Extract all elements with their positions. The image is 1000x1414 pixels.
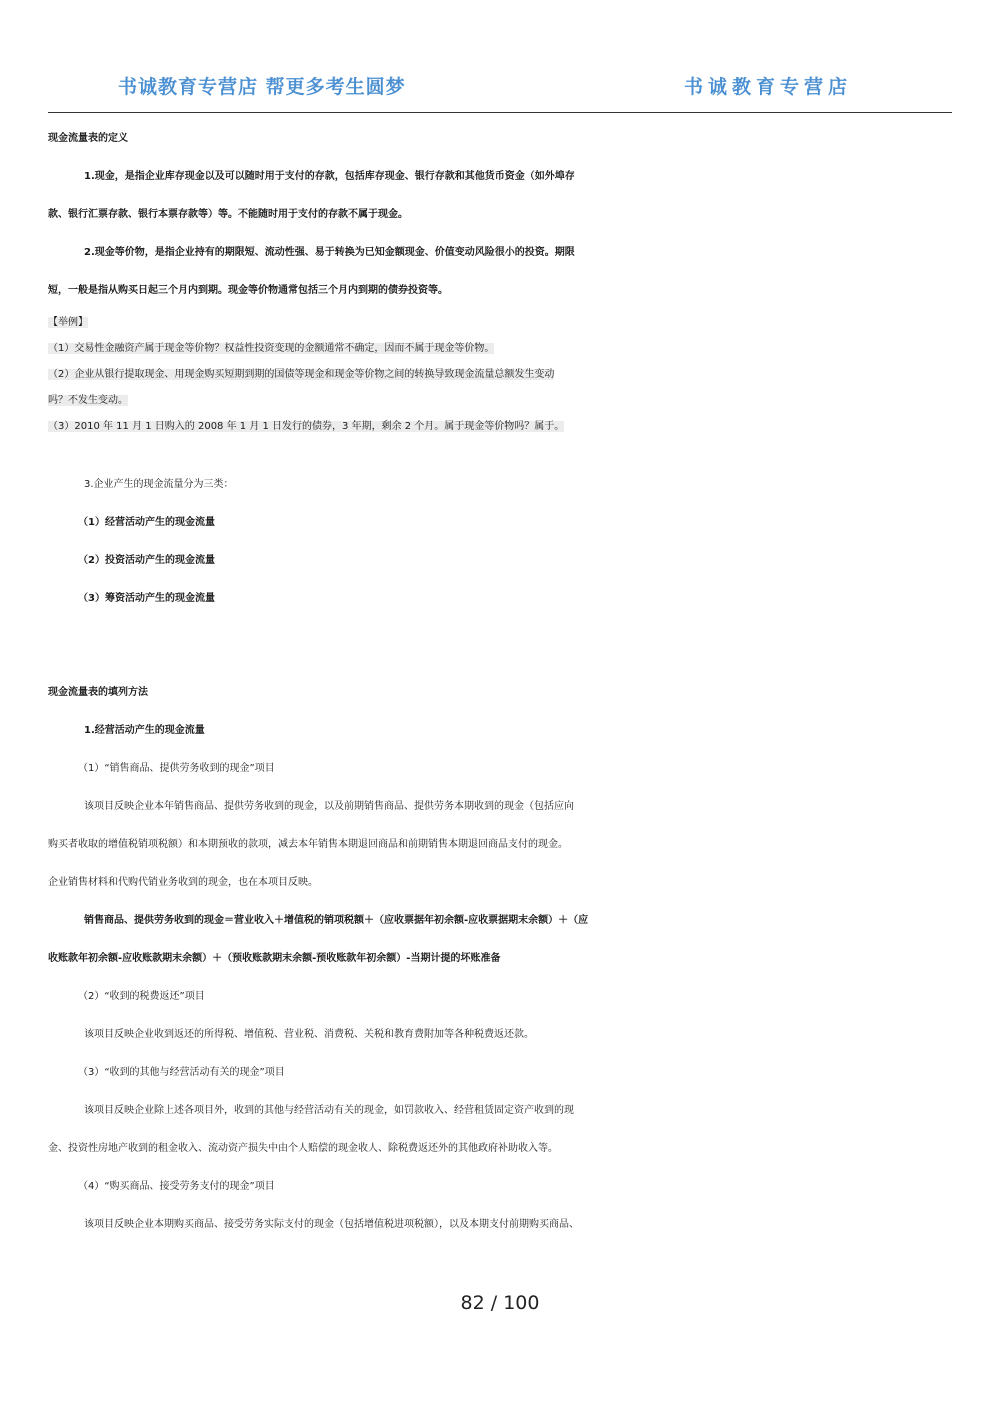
paragraph-cash-line2: 款、银行汇票存款、银行本票存款等）等。不能随时用于支付的存款不属于现金。 — [48, 209, 408, 220]
item-1-line2: 购买者收取的增值税销项税额）和本期预收的款项，减去本年销售本期退回商品和前期销售本期退回商品支付的现金。 — [48, 839, 568, 850]
item-2-title: （2）“收到的税费返还”项目 — [78, 991, 205, 1002]
header-divider — [48, 112, 952, 113]
cashflow-categories-intro: 3.企业产生的现金流量分为三类： — [84, 479, 234, 490]
paragraph-cash-line1: 1.现金，是指企业库存现金以及可以随时用于支付的存款，包括库存现金、银行存款和其他货币资金（如外埠存 — [84, 171, 575, 182]
page-number: 82 / 100 — [460, 1292, 540, 1314]
item-1-line1: 该项目反映企业本年销售商品、提供劳务收到的现金，以及前期销售商品、提供劳务本期收到的现金（包括应向 — [84, 801, 574, 812]
example-item-1: （1）交易性金融资产属于现金等价物？权益性投资变现的金额通常不确定，因而不属于现金等价物。 — [48, 343, 495, 354]
item-1-line3: 企业销售材料和代购代销业务收到的现金，也在本项目反映。 — [48, 877, 318, 888]
item-4-line1: 该项目反映企业本期购买商品、接受劳务实际支付的现金（包括增值税进项税额），以及本期支付前期购买商品、 — [84, 1219, 579, 1230]
example-tag: 【举例】 — [48, 317, 88, 328]
item-4-title: （4）“购买商品、接受劳务支付的现金”项目 — [78, 1181, 275, 1192]
header-store-name: 书诚教育专营店 — [683, 76, 852, 98]
category-investing: （2）投资活动产生的现金流量 — [78, 555, 215, 566]
formula-line1: 销售商品、提供劳务收到的现金＝营业收入＋增值税的销项税额＋（应收票据年初余额-应收票据期末余额）＋（应 — [84, 915, 589, 926]
subsection-operating: 1.经营活动产生的现金流量 — [84, 725, 205, 736]
item-3-title: （3）“收到的其他与经营活动有关的现金”项目 — [78, 1067, 285, 1078]
document-body — [48, 120, 958, 1244]
item-3-line1: 该项目反映企业除上述各项目外，收到的其他与经营活动有关的现金，如罚款收入、经营租赁固定资产收到的现 — [84, 1105, 574, 1116]
item-3-line2: 金、投资性房地产收到的租金收入、流动资产损失中由个人赔偿的现金收人、除税费返还外的其他政府补助收入等。 — [48, 1143, 558, 1154]
item-1-title: （1）“销售商品、提供劳务收到的现金”项目 — [78, 763, 275, 774]
header-store-slogan: 书诚教育专营店 帮更多考生圆梦 — [118, 76, 406, 98]
page-header — [0, 0, 1000, 115]
example-item-3: （3）2010 年 11 月 1 日购入的 2008 年 1 月 1 日发行的债券，3 年期，剩余 2 个月。属于现金等价物吗？属于。 — [48, 421, 565, 432]
paragraph-cash-equivalent-line1: 2.现金等价物，是指企业持有的期限短、流动性强、易于转换为已知金额现金、价值变动风险很小的投资。期限 — [84, 247, 575, 258]
category-operating: （1）经营活动产生的现金流量 — [78, 517, 215, 528]
example-item-2-line2: 吗？不发生变动。 — [48, 395, 128, 406]
category-financing: （3）筹资活动产生的现金流量 — [78, 593, 215, 604]
example-item-2-line1: （2）企业从银行提取现金、用现金购买短期到期的国债等现金和现金等价物之间的转换导致现金流量总额发生变动 — [48, 369, 555, 380]
section-title-definition: 现金流量表的定义 — [48, 133, 128, 144]
paragraph-cash-equivalent-line2: 短，一般是指从购买日起三个月内到期。现金等价物通常包括三个月内到期的债券投资等。 — [48, 285, 448, 296]
formula-line2: 收账款年初余额-应收账款期末余额）＋（预收账款期末余额-预收账款年初余额）-当期计提的坏账准备 — [48, 953, 501, 964]
item-2-line1: 该项目反映企业收到返还的所得税、增值税、营业税、消费税、关税和教育费附加等各种税费返还款。 — [84, 1029, 534, 1040]
section-title-method: 现金流量表的填列方法 — [48, 687, 148, 698]
